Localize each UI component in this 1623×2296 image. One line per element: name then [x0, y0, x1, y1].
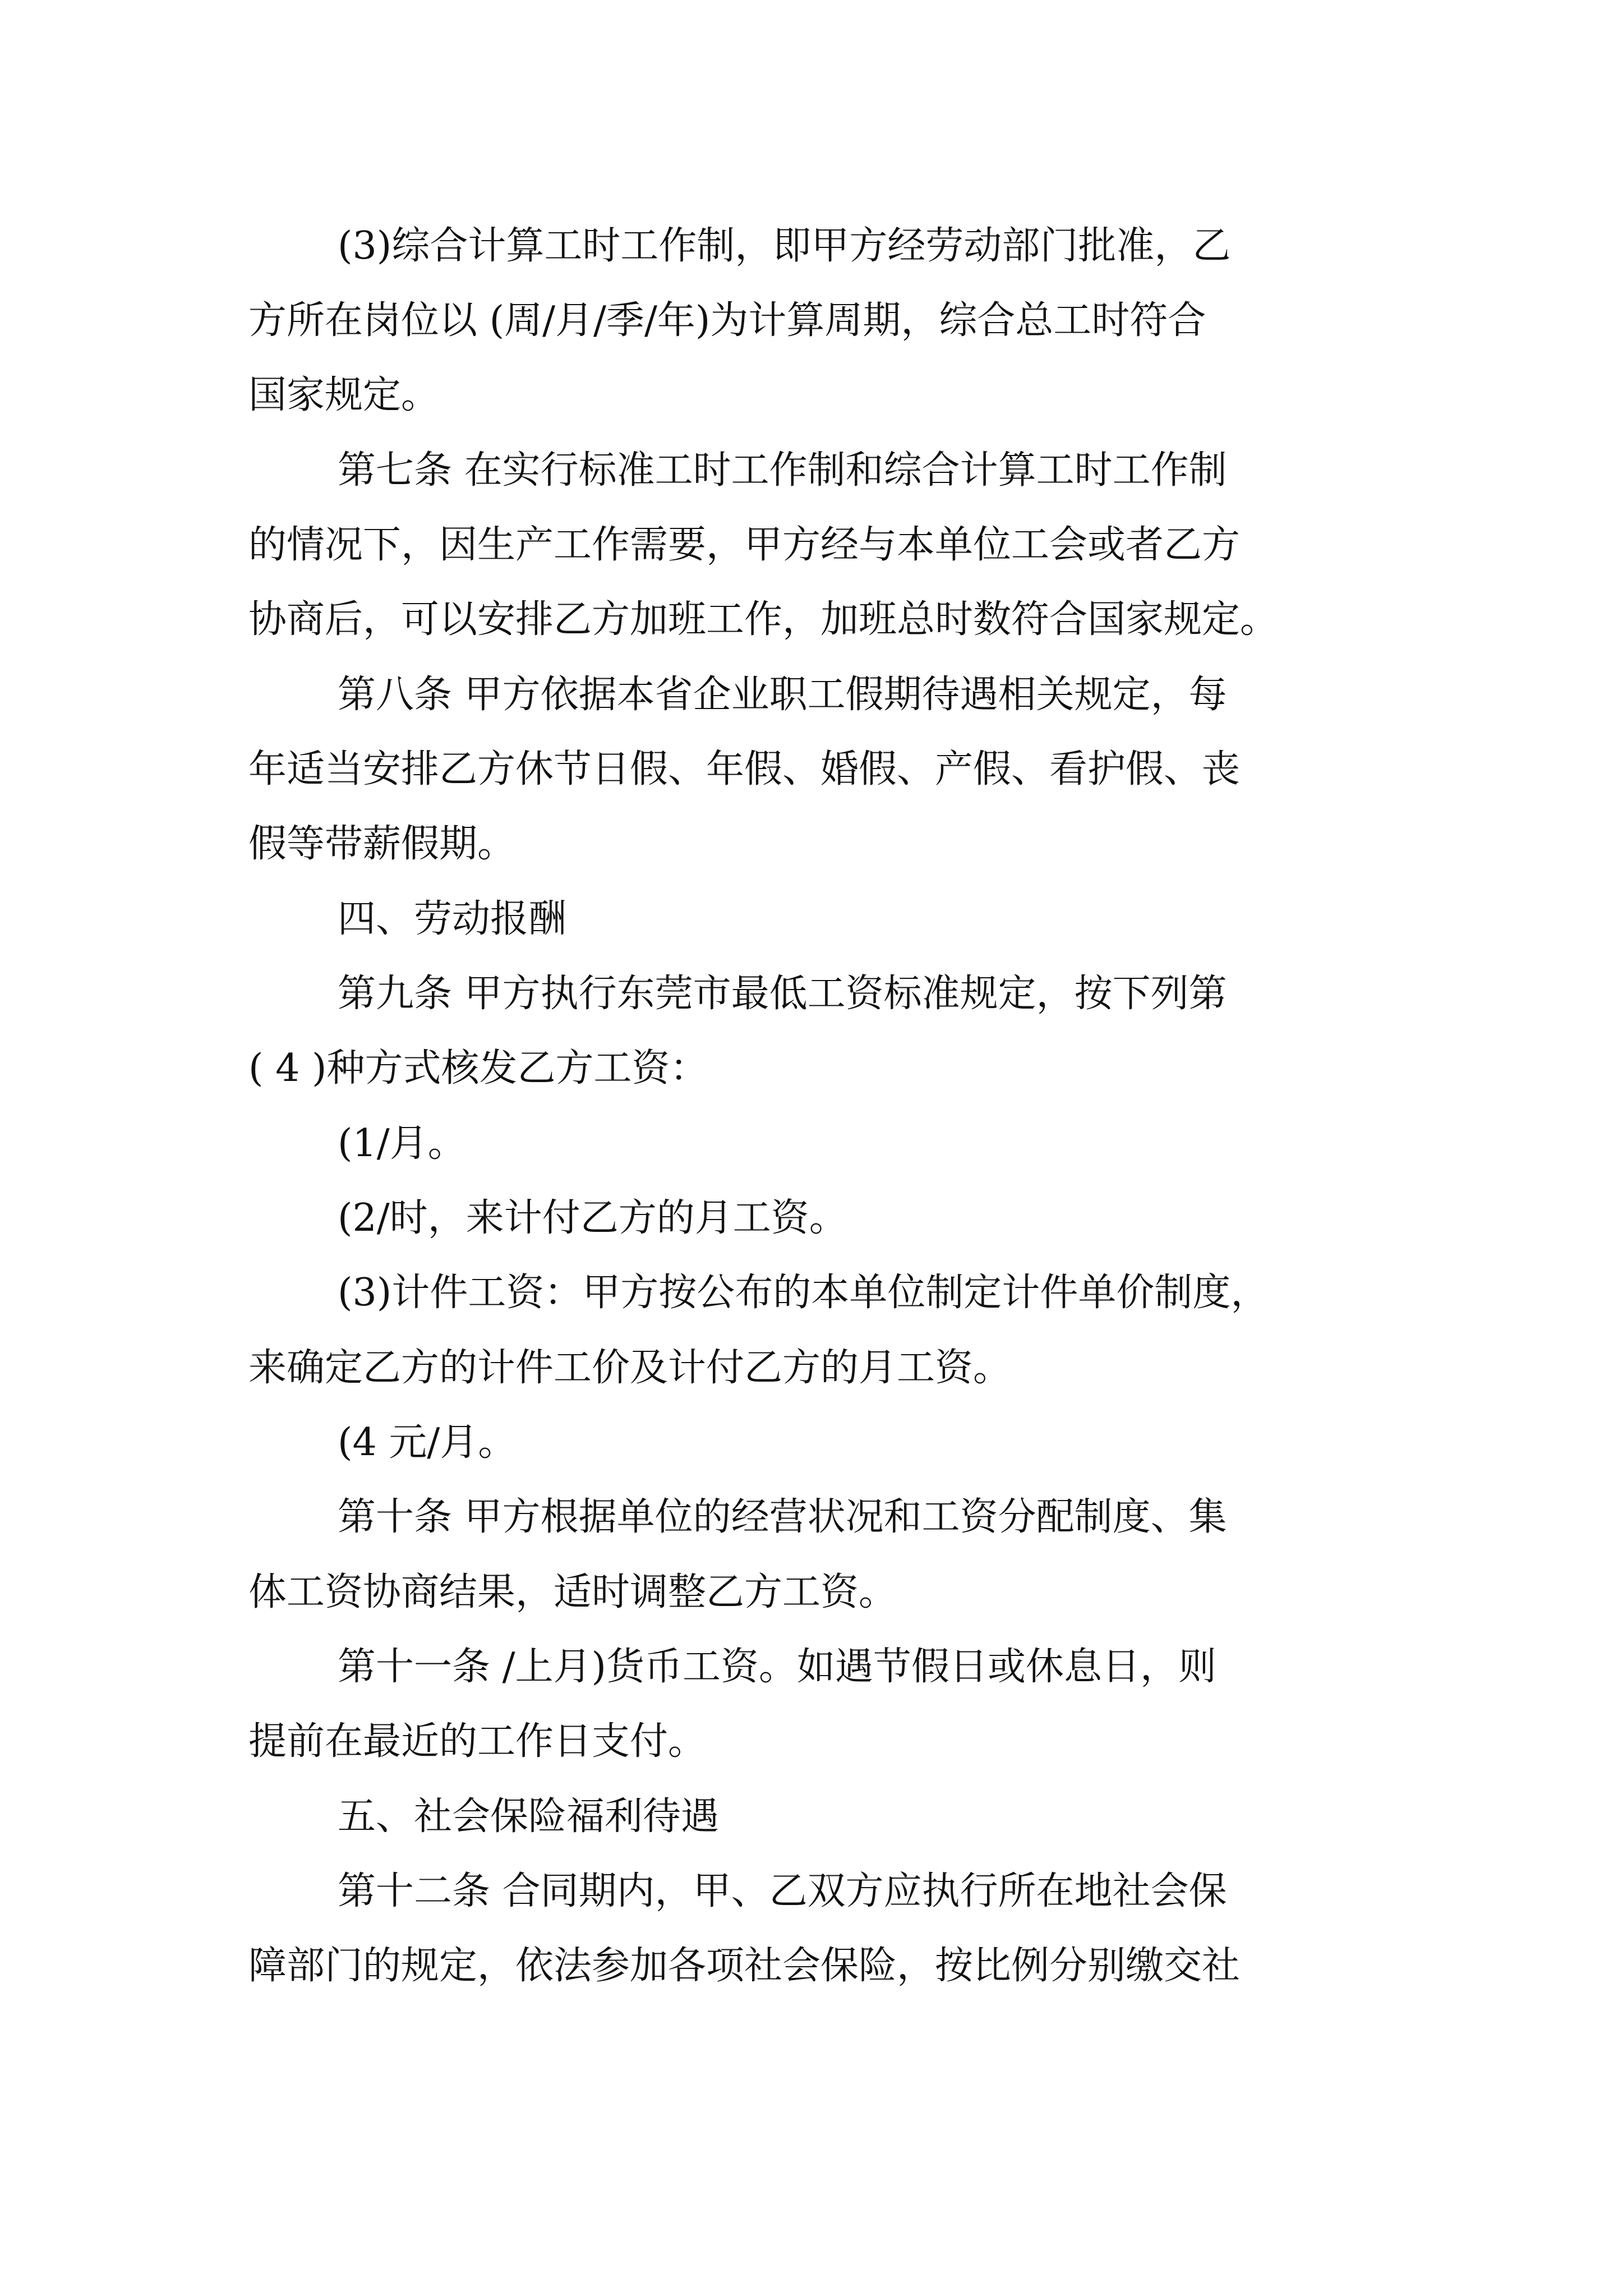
section-heading: 四、劳动报酬	[338, 897, 567, 941]
text-line: 体工资协商结果，适时调整乙方工资。	[248, 1570, 897, 1614]
text-line: 提前在最近的工作日支付。	[248, 1719, 707, 1764]
text-line: 障部门的规定，依法参加各项社会保险，按比例分别缴交社	[248, 1944, 1241, 1988]
text-line: 第七条 在实行标准工时工作制和综合计算工时工作制	[338, 448, 1227, 493]
text-line: 来确定乙方的计件工价及计付乙方的月工资。	[248, 1346, 1012, 1390]
text-line: 第八条 甲方依据本省企业职工假期待遇相关规定，每	[338, 673, 1227, 717]
text-line: 第十条 甲方根据单位的经营状况和工资分配制度、集	[338, 1495, 1227, 1539]
text-line: 第九条 甲方执行东莞市最低工资标准规定，按下列第	[338, 972, 1227, 1016]
text-line: 方所在岗位以 (周/月/季/年)为计算周期，综合总工时符合	[248, 298, 1206, 343]
text-line: 国家规定。	[248, 373, 440, 417]
text-line: (3)综合计算工时工作制，即甲方经劳动部门批准，乙	[338, 224, 1231, 268]
text-line: 第十二条 合同期内，甲、乙双方应执行所在地社会保	[338, 1869, 1227, 1913]
text-line: (4 元/月。	[338, 1420, 517, 1465]
section-heading: 五、社会保险福利待遇	[338, 1795, 720, 1839]
text-line: 协商后，可以安排乙方加班工作，加班总时数符合国家规定。	[248, 597, 1279, 642]
text-line: (3)计件工资：甲方按公布的本单位制定计件单价制度，	[338, 1271, 1269, 1315]
text-line: (2/时，来计付乙方的月工资。	[338, 1196, 847, 1240]
text-line: 的情况下，因生产工作需要，甲方经与本单位工会或者乙方	[248, 523, 1241, 567]
text-line: 假等带薪假期。	[248, 822, 516, 866]
text-line: (1/月。	[338, 1121, 466, 1166]
text-line: 年适当安排乙方休节日假、年假、婚假、产假、看护假、丧	[248, 747, 1241, 792]
text-line: ( 4 )种方式核发乙方工资：	[248, 1046, 708, 1091]
text-line: 第十一条 /上月)货币工资。如遇节假日或休息日，则	[338, 1645, 1217, 1689]
